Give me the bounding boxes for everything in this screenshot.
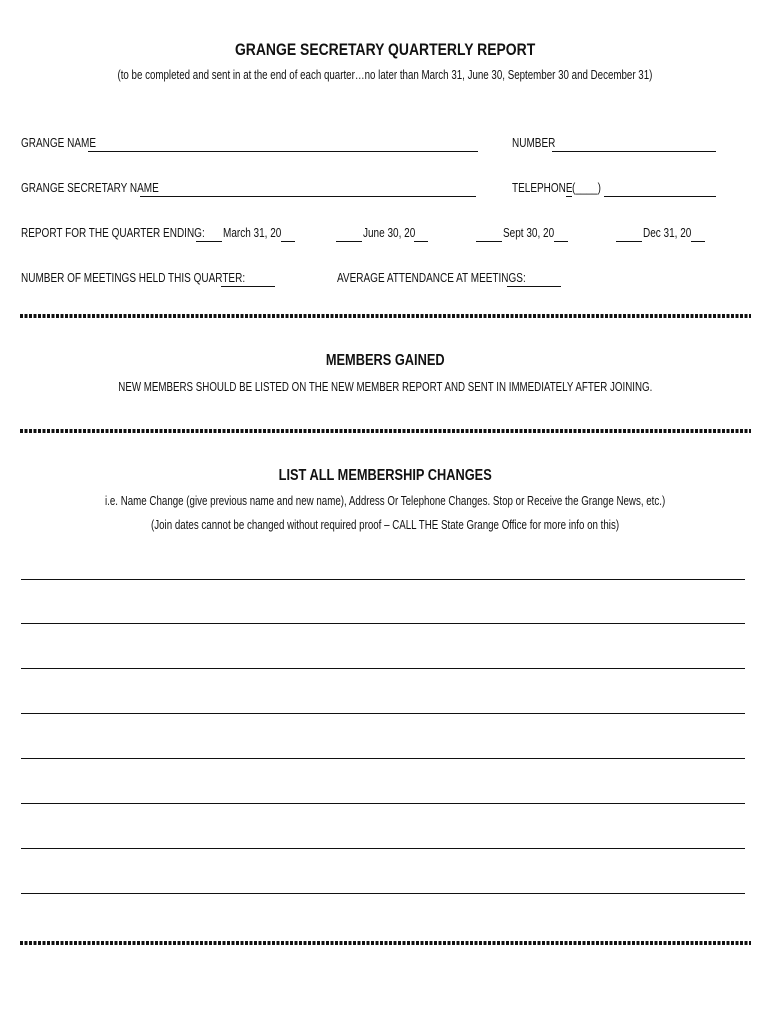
page-title: GRANGE SECRETARY QUARTERLY REPORT xyxy=(234,40,536,59)
grange-name-label: GRANGE NAME xyxy=(21,136,97,150)
quarter-dec-check[interactable] xyxy=(616,230,642,242)
membership-change-line[interactable] xyxy=(21,668,745,669)
membership-change-line[interactable] xyxy=(21,579,745,580)
membership-changes-note-2: (Join dates cannot be changed without required proof – CALL THE State Grange Office for more info on this) xyxy=(150,518,620,532)
telephone-area-code[interactable]: (____) xyxy=(572,181,601,195)
quarter-option-sept: Sept 30, 20 xyxy=(503,226,555,240)
number-input[interactable] xyxy=(552,140,716,152)
quarter-june-year[interactable] xyxy=(414,230,428,242)
membership-change-line[interactable] xyxy=(21,893,745,894)
membership-changes-title: LIST ALL MEMBERSHIP CHANGES xyxy=(278,467,492,484)
secretary-name-label: GRANGE SECRETARY NAME xyxy=(21,181,159,195)
attendance-input[interactable] xyxy=(507,275,561,287)
quarter-label: REPORT FOR THE QUARTER ENDING: xyxy=(21,226,205,240)
quarter-march-year[interactable] xyxy=(281,230,295,242)
telephone-label: TELEPHONE xyxy=(512,181,573,195)
membership-change-line[interactable] xyxy=(21,623,745,624)
quarter-sept-check[interactable] xyxy=(476,230,502,242)
telephone-input[interactable] xyxy=(604,185,716,197)
quarter-june-check[interactable] xyxy=(336,230,362,242)
quarter-dec-year[interactable] xyxy=(691,230,705,242)
attendance-label: AVERAGE ATTENDANCE AT MEETINGS: xyxy=(337,271,526,285)
members-gained-title: MEMBERS GAINED xyxy=(325,352,445,369)
membership-change-line[interactable] xyxy=(21,713,745,714)
grange-name-input[interactable] xyxy=(88,140,478,152)
section-divider xyxy=(20,314,751,318)
quarter-sept-year[interactable] xyxy=(554,230,568,242)
page-subtitle: (to be completed and sent in at the end of each quarter…no later than March 31, June 30, September 30 and December 31) xyxy=(117,68,653,82)
members-gained-note: NEW MEMBERS SHOULD BE LISTED ON THE NEW MEMBER REPORT AND SENT IN IMMEDIATELY AFTER JOINING. xyxy=(117,380,652,394)
meetings-label: NUMBER OF MEETINGS HELD THIS QUARTER: xyxy=(21,271,246,285)
meetings-input[interactable] xyxy=(221,275,275,287)
membership-change-line[interactable] xyxy=(21,803,745,804)
secretary-name-input[interactable] xyxy=(140,185,476,197)
membership-change-line[interactable] xyxy=(21,848,745,849)
membership-changes-note-1: i.e. Name Change (give previous name and new name), Address Or Telephone Changes. Stop or Receive the Grange News, etc.) xyxy=(104,494,666,508)
quarter-option-march: March 31, 20 xyxy=(223,226,282,240)
quarter-march-check[interactable] xyxy=(196,230,222,242)
membership-change-line[interactable] xyxy=(21,758,745,759)
quarter-option-june: June 30, 20 xyxy=(363,226,416,240)
section-divider xyxy=(20,941,751,945)
number-label: NUMBER xyxy=(512,136,556,150)
section-divider xyxy=(20,429,751,433)
quarter-option-dec: Dec 31, 20 xyxy=(643,226,692,240)
